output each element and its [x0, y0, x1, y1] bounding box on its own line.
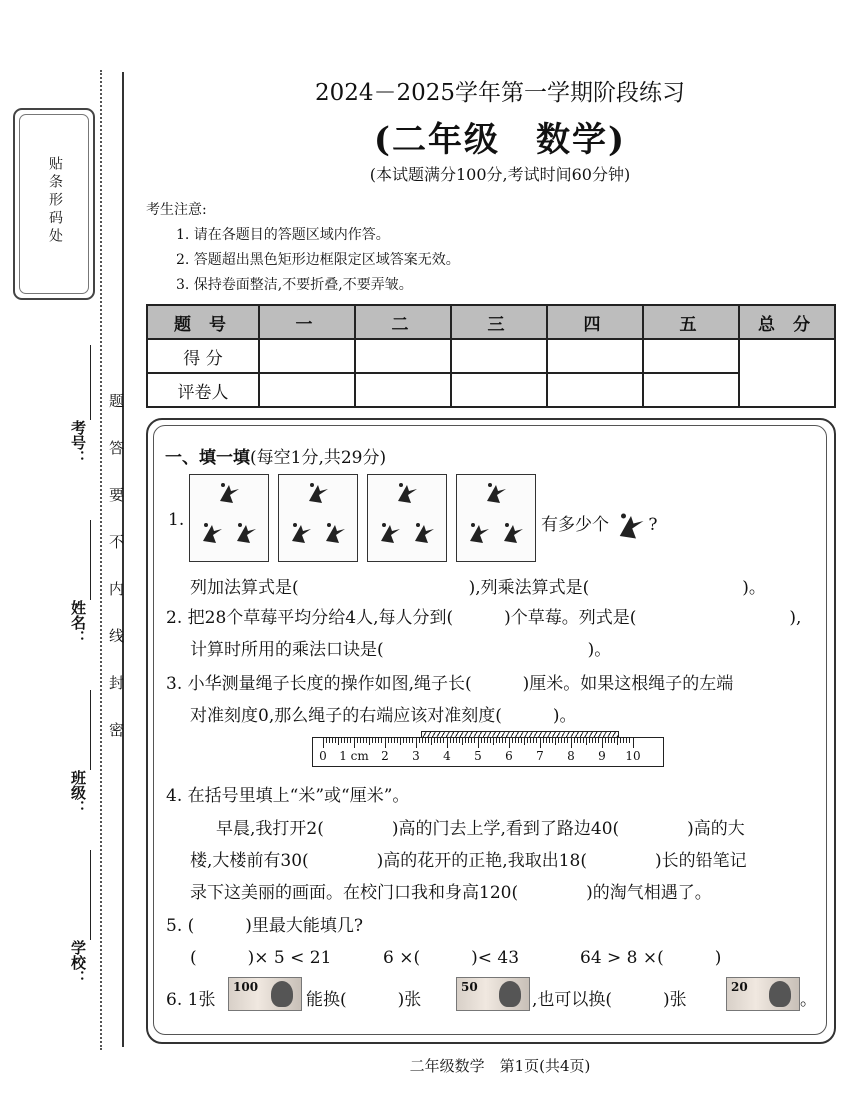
ruler-number: 10	[625, 749, 641, 763]
q4-line: 4. 在括号里填上“米”或“厘米”。	[166, 786, 410, 806]
name-field[interactable]: 姓名：	[68, 600, 94, 649]
ruler	[312, 737, 664, 767]
ruler-number: 0	[319, 749, 327, 763]
seal-char: 内	[107, 581, 125, 596]
exam-title: 2024－2025学年第一学期阶段练习	[314, 80, 686, 106]
q5-line: 5. ( )里最大能填几?	[166, 916, 364, 936]
ruler-number: 2	[381, 749, 389, 763]
header-cell: 四	[547, 305, 643, 339]
score-cell[interactable]	[355, 339, 451, 373]
notice-item: 3. 保持卷面整洁,不要折叠,不要弄皱。	[176, 277, 413, 293]
score-table	[146, 304, 836, 408]
mascot-icon	[234, 521, 258, 545]
mascot-card	[278, 474, 358, 562]
binding-solid-line	[122, 72, 124, 1047]
row-label: 得 分	[147, 339, 259, 373]
q4-line: 录下这美丽的画面。在校门口我和身高120( )的淘气相遇了。	[190, 883, 712, 903]
mascot-icon	[289, 521, 313, 545]
mascot-card	[456, 474, 536, 562]
ruler-number: 9	[598, 749, 606, 763]
ruler-number: 8	[567, 749, 575, 763]
header-cell: 一	[259, 305, 355, 339]
header-cell: 总 分	[739, 305, 835, 339]
mascot-icon	[395, 481, 419, 505]
banknote-50-icon: 50	[456, 977, 530, 1011]
header-cell: 五	[643, 305, 739, 339]
q3-line: 3. 小华测量绳子长度的操作如图,绳子长( )厘米。如果这根绳子的左端	[166, 674, 734, 694]
seal-char: 题	[107, 393, 125, 408]
total-score-cell[interactable]	[739, 339, 835, 407]
ruler-number: 3	[412, 749, 420, 763]
candidate-notice	[146, 198, 460, 298]
mascot-icon	[323, 521, 347, 545]
ruler-number: 4	[443, 749, 451, 763]
mascot-icon	[501, 521, 525, 545]
banknote-100-icon: 100	[228, 977, 302, 1011]
page-footer: 二年级数学 第1页(共4页)	[409, 1057, 591, 1075]
q6-text: 。	[800, 990, 817, 1010]
notice-item: 1. 请在各题目的答题区域内作答。	[176, 227, 390, 243]
q1-number: 1.	[168, 510, 185, 530]
q1-answer-line: 列加法算式是( ),列乘法算式是( )。	[190, 578, 766, 598]
q3-line: 对准刻度0,那么绳子的右端应该对准刻度( )。	[190, 706, 577, 726]
grader-cell[interactable]	[547, 373, 643, 407]
seal-char: 要	[107, 487, 125, 502]
q6-text: ,也可以换( )张	[532, 990, 687, 1010]
mascot-icon	[614, 511, 648, 541]
q5-item: 6 ×( )< 43	[383, 948, 520, 968]
row-label: 评卷人	[147, 373, 259, 407]
q2-line: 2. 把28个草莓平均分给4人,每人分到( )个草莓。列式是( ),	[166, 608, 802, 628]
ruler-number: 7	[536, 749, 544, 763]
score-cell[interactable]	[259, 339, 355, 373]
grader-cell[interactable]	[451, 373, 547, 407]
class-field[interactable]: 班级：	[68, 770, 94, 819]
mascot-icon	[484, 481, 508, 505]
grader-cell[interactable]	[643, 373, 739, 407]
score-cell[interactable]	[451, 339, 547, 373]
school-field[interactable]: 学校：	[68, 940, 94, 989]
score-cell[interactable]	[547, 339, 643, 373]
q4-line: 楼,大楼前有30( )高的花开的正艳,我取出18( )长的铅笔记	[190, 851, 747, 871]
mascot-icon	[306, 481, 330, 505]
seal-char: 不	[107, 534, 125, 549]
banknote-20-icon: 20	[726, 977, 800, 1011]
header-cell: 题 号	[147, 305, 259, 339]
header-cell: 二	[355, 305, 451, 339]
ruler-number: 1 cm	[339, 749, 369, 763]
mascot-icon	[200, 521, 224, 545]
mascot-icon	[378, 521, 402, 545]
q5-item: ( )× 5 < 21	[190, 948, 332, 968]
exam-subtitle: (二年级 数学)	[373, 120, 627, 160]
q6-text: 6. 1张	[166, 990, 216, 1010]
q4-line: 早晨,我打开2( )高的门去上学,看到了路边40( )高的大	[216, 819, 745, 839]
mascot-card	[367, 474, 447, 562]
mascot-icon	[412, 521, 436, 545]
seal-char: 封	[107, 675, 125, 690]
ruler-number: 5	[474, 749, 482, 763]
binding-dotted-line	[100, 70, 102, 1050]
barcode-area	[13, 108, 95, 300]
notice-item: 2. 答题超出黑色矩形边框限定区域答案无效。	[176, 252, 460, 268]
q5-item: 64 > 8 ×( )	[580, 948, 722, 968]
notice-heading: 考生注意:	[146, 202, 207, 218]
score-cell[interactable]	[643, 339, 739, 373]
q1-question: 有多少个 ?	[541, 510, 658, 541]
grader-cell[interactable]	[355, 373, 451, 407]
q6-text: 能换( )张	[306, 990, 422, 1010]
q2-line: 计算时所用的乘法口诀是( )。	[190, 640, 612, 660]
exam-number-field[interactable]: 考号：	[68, 420, 94, 469]
header-cell: 三	[451, 305, 547, 339]
mascot-icon	[467, 521, 491, 545]
mascot-card	[189, 474, 269, 562]
grader-cell[interactable]	[259, 373, 355, 407]
barcode-label: 贴条形码处	[47, 156, 63, 246]
seal-char: 线	[107, 628, 125, 643]
seal-char: 答	[107, 440, 125, 455]
mascot-icon	[217, 481, 241, 505]
seal-char: 密	[107, 722, 125, 737]
exam-info: (本试题满分100分,考试时间60分钟)	[369, 165, 631, 184]
ruler-number: 6	[505, 749, 513, 763]
section-heading: 一、填一填(每空1分,共29分)	[165, 448, 387, 468]
